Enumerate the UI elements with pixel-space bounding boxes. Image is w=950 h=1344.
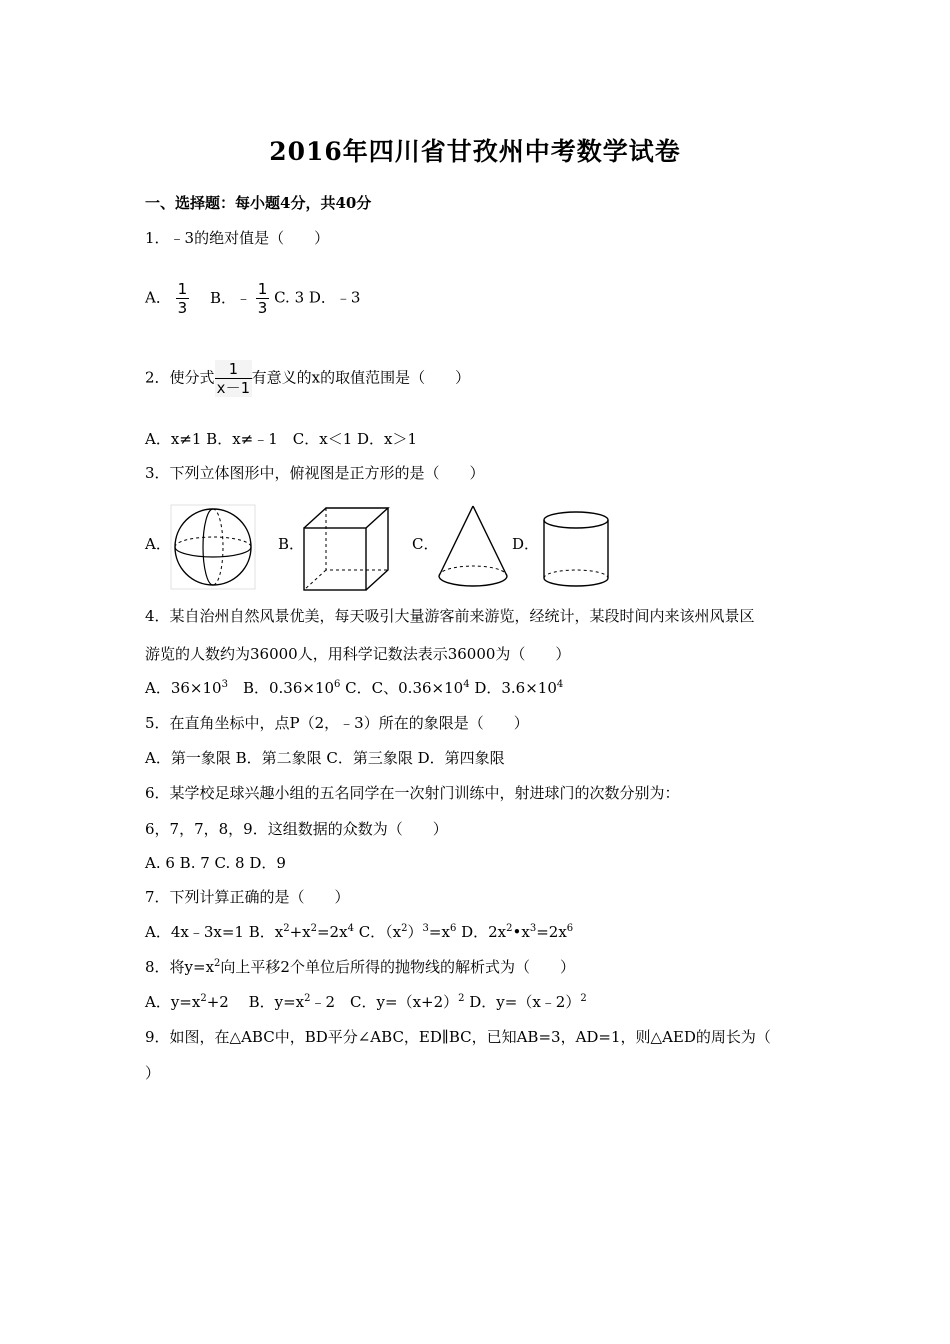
options-c-d: C. 3 D．﹣3 bbox=[274, 288, 361, 307]
exam-title: 2016年四川省甘孜州中考数学试卷 bbox=[269, 137, 681, 166]
question-3-figures bbox=[145, 500, 625, 595]
figure-label-d: D． bbox=[512, 535, 540, 553]
question-3-stem: 3．下列立体图形中，俯视图是正方形的是（ ） bbox=[145, 464, 485, 482]
cone-icon bbox=[435, 502, 511, 590]
question-4-line-1: 4．某自治州自然风景优美，每天吸引大量游客前来游览，经统计，某段时间内来该州风景区 bbox=[145, 607, 755, 625]
question-1-stem: 1．﹣3的绝对值是（ ） bbox=[145, 229, 330, 247]
option-a-label: A． bbox=[145, 288, 171, 307]
cube-icon bbox=[300, 504, 392, 594]
question-6-line-1: 6．某学校足球兴趣小组的五名同学在一次射门训练中，射进球门的次数分别为： bbox=[145, 784, 680, 802]
option-b-label: B．﹣ bbox=[209, 288, 251, 307]
question-6-options: A. 6 B. 7 C. 8 D．9 bbox=[145, 854, 286, 872]
question-1-options bbox=[145, 280, 360, 317]
fraction-one-over-x-minus-one: $\frac{1}{x-1}$ bbox=[216, 360, 250, 397]
question-7-options: A．4x﹣3x=1 B．$x^2+x^2=2x^4$ C．$(x^2)^3=x^6$ D．$2x^2•x^3=2x^6$ bbox=[145, 923, 574, 941]
cylinder-icon bbox=[540, 508, 612, 590]
figure-label-c: C． bbox=[412, 535, 439, 553]
fraction-neg-one-third: $\frac{1}{3}$ bbox=[257, 280, 268, 317]
question-6-line-2: 6，7，7，8，9．这组数据的众数为（ ） bbox=[145, 820, 448, 838]
figure-label-a: A． bbox=[145, 535, 171, 553]
question-4-line-2: 游览的人数约为36000人，用科学记数法表示36000为（ ） bbox=[145, 645, 571, 663]
question-7-stem: 7．下列计算正确的是（ ） bbox=[145, 888, 350, 906]
question-8-stem: 8．将$y=x^2$向上平移2个单位后所得的抛物线的解析式为（ ） bbox=[145, 958, 575, 976]
question-2-options: A．x≠1 B．x≠﹣1 C．x＜1 D．x＞1 bbox=[145, 430, 418, 448]
sphere-icon bbox=[170, 504, 256, 590]
question-9-line-2: ） bbox=[145, 1064, 161, 1082]
question-9-line-1: 9．如图，在△ABC中，BD平分∠ABC，ED∥BC，已知AB=3，AD=1，则△AED的周长为（ bbox=[145, 1028, 771, 1046]
question-4-options: A．$36\times 10^3$ B．$0.36\times 10^6$ C．C、$0.36\times 10^4$ D．$3.6\times 10^4$ bbox=[145, 679, 564, 697]
question-5-options: A．第一象限 B．第二象限 C．第三象限 D．第四象限 bbox=[145, 749, 505, 767]
question-5-stem: 5．在直角坐标中，点P（2，﹣3）所在的象限是（ ） bbox=[145, 714, 529, 732]
fraction-one-third: $\frac{1}{3}$ bbox=[177, 280, 188, 317]
question-2-stem: 2．使分式 $\frac{1}{x-1}$ 有意义的x的取值范围是（ ） bbox=[145, 360, 471, 397]
section-heading: 一、选择题：每小题4分，共40分 bbox=[145, 194, 372, 212]
question-8-options: A．$y=x^2+2$ B．$y=x^2﹣2$ C．$y=(x+2)^2$ D．y=（x﹣2）$^2$ bbox=[145, 993, 587, 1011]
figure-label-b: B． bbox=[278, 535, 305, 553]
